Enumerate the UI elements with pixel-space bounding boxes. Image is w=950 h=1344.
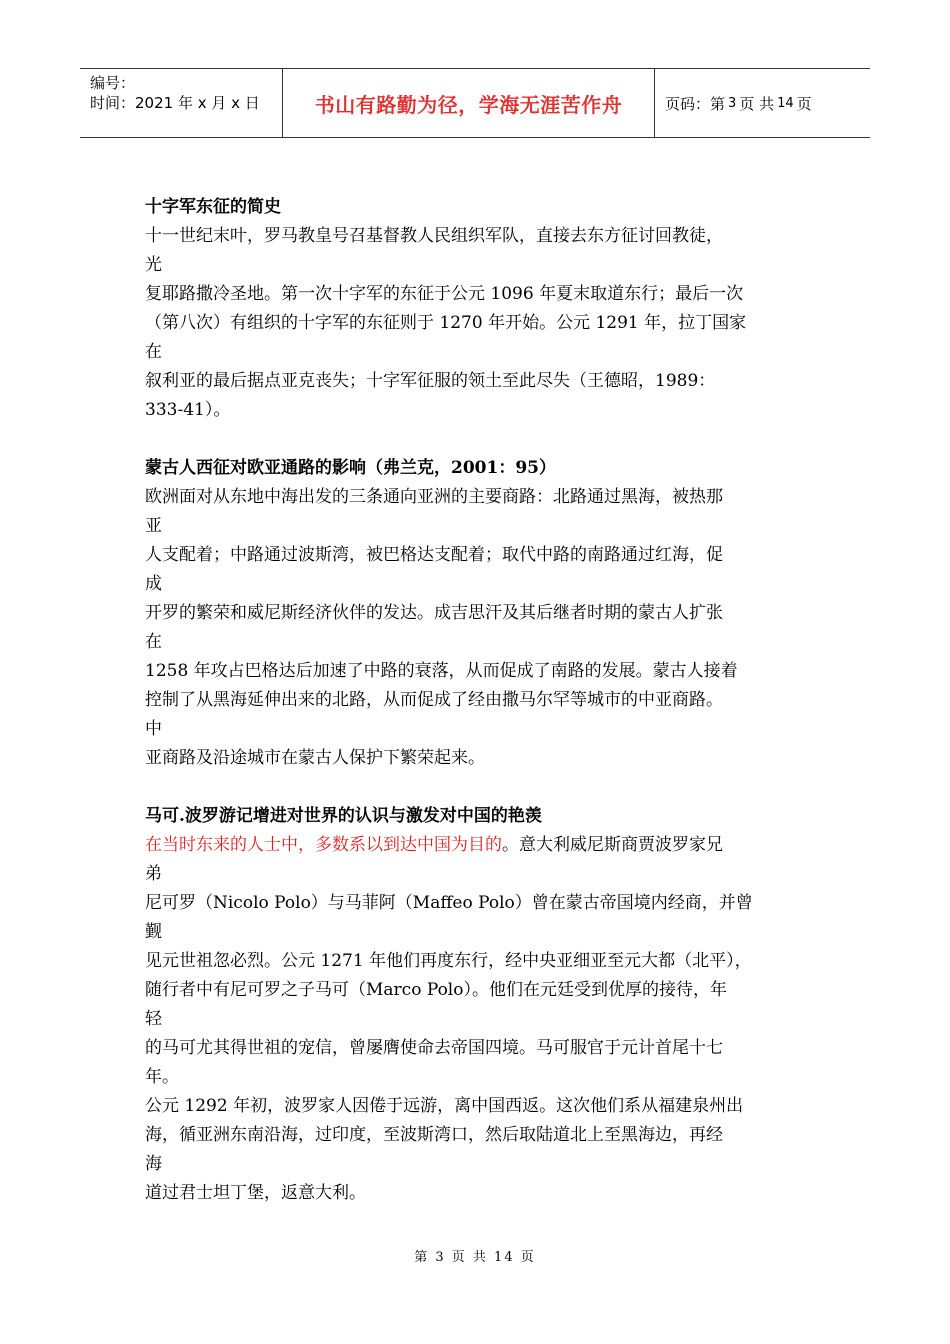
text-line: 333-41）。 <box>145 400 231 420</box>
section-title: 马可.波罗游记增进对世界的认识与激发对中国的艳羡 <box>145 806 542 826</box>
text-line: 叙利亚的最后据点亚克丧失；十字军征服的领土至此尽失（王德昭，1989： <box>145 371 716 391</box>
page-footer: 第 3 页 共 14 页 <box>414 1250 536 1265</box>
text-line: （第八次）有组织的十字军的东征则于 1270 年开始。公元 1291 年，拉丁国家 <box>145 313 747 333</box>
text-line: 中 <box>145 719 162 739</box>
section-paragraph <box>145 831 825 1208</box>
text-line: 海 <box>145 1154 162 1174</box>
text-line: 的马可尤其得世祖的宠信，曾屡膺使命去帝国四境。马可服官于元计首尾十七 <box>145 1038 723 1058</box>
text-line: 弟 <box>145 864 162 884</box>
text-line: 1258 年攻占巴格达后加速了中路的衰落，从而促成了南路的发展。蒙古人接着 <box>145 661 738 681</box>
text-line: 轻 <box>145 1009 162 1029</box>
section-marco-polo <box>145 802 825 1208</box>
page-suffix: 页 <box>796 94 812 113</box>
text-run: 。意大利威尼斯商贾波罗家兄 <box>502 835 723 855</box>
highlighted-text: 在当时东来的人士中，多数系以到达中国为目的 <box>145 835 502 855</box>
text-line: 见元世祖忽必烈。公元 1271 年他们再度东行，经中央亚细亚至元大都（北平）， <box>145 951 752 971</box>
text-line: 在 <box>145 342 162 362</box>
text-line: 道过君士坦丁堡，返意大利。 <box>145 1183 366 1203</box>
page-mid: 页 共 <box>739 94 775 113</box>
text-line: 在 <box>145 632 162 652</box>
section-title: 十字军东征的简史 <box>145 197 281 217</box>
text-line: 光 <box>145 255 162 275</box>
header-page-info <box>655 69 870 137</box>
text-line: 成 <box>145 574 162 594</box>
text-line: 觐 <box>145 922 162 942</box>
motto: 书山有路勤为径，学海无涯苦作舟 <box>314 92 623 117</box>
date-label: 时间：2021 年 x 月 x 日 <box>90 94 260 112</box>
text-line: 开罗的繁荣和威尼斯经济伙伴的发达。成吉思汗及其后继者时期的蒙古人扩张 <box>145 603 723 623</box>
text-line: 亚 <box>145 516 162 536</box>
text-line: 公元 1292 年初，波罗家人因倦于远游，离中国西返。这次他们系从福建泉州出 <box>145 1096 744 1116</box>
text-line: 十一世纪末叶，罗马教皇号召基督教人民组织军队，直接去东方征讨回教徒， <box>145 226 723 246</box>
section-paragraph <box>145 222 825 425</box>
page-header <box>80 68 870 138</box>
document-body <box>145 193 825 1208</box>
text-line: 随行者中有尼可罗之子马可（Marco Polo）。他们在元廷受到优厚的接待，年 <box>145 980 727 1000</box>
section-spacer <box>145 425 825 454</box>
page-prefix: 页码：第 <box>665 94 726 113</box>
page-total: 14 <box>777 95 794 111</box>
text-line: 海，循亚洲东南沿海，过印度，至波斯湾口，然后取陆道北上至黑海边，再经 <box>145 1125 723 1145</box>
text-line <box>145 831 825 860</box>
text-line: 复耶路撒冷圣地。第一次十字军的东征于公元 1096 年夏末取道东行；最后一次 <box>145 284 744 304</box>
section-title: 蒙古人西征对欧亚通路的影响（弗兰克，2001：95） <box>145 458 556 478</box>
text-line: 亚商路及沿途城市在蒙古人保护下繁荣起来。 <box>145 748 485 768</box>
text-line: 控制了从黑海延伸出来的北路，从而促成了经由撒马尔罕等城市的中亚商路。 <box>145 690 723 710</box>
section-paragraph <box>145 483 825 773</box>
text-line: 人支配着；中路通过波斯湾，被巴格达支配着；取代中路的南路通过红海，促 <box>145 545 723 565</box>
section-mongol-routes <box>145 454 825 773</box>
text-line: 尼可罗（Nicolo Polo）与马菲阿（Maffeo Polo）曾在蒙古帝国境内经商，并曾 <box>145 893 753 913</box>
text-line: 欧洲面对从东地中海出发的三条通向亚洲的主要商路：北路通过黑海，被热那 <box>145 487 723 507</box>
section-crusades <box>145 193 825 425</box>
header-motto-cell <box>282 69 655 137</box>
section-spacer <box>145 773 825 802</box>
text-line: 年。 <box>145 1067 179 1087</box>
header-info <box>80 69 282 137</box>
page-current: 3 <box>728 95 737 111</box>
number-label: 编号： <box>90 74 136 92</box>
